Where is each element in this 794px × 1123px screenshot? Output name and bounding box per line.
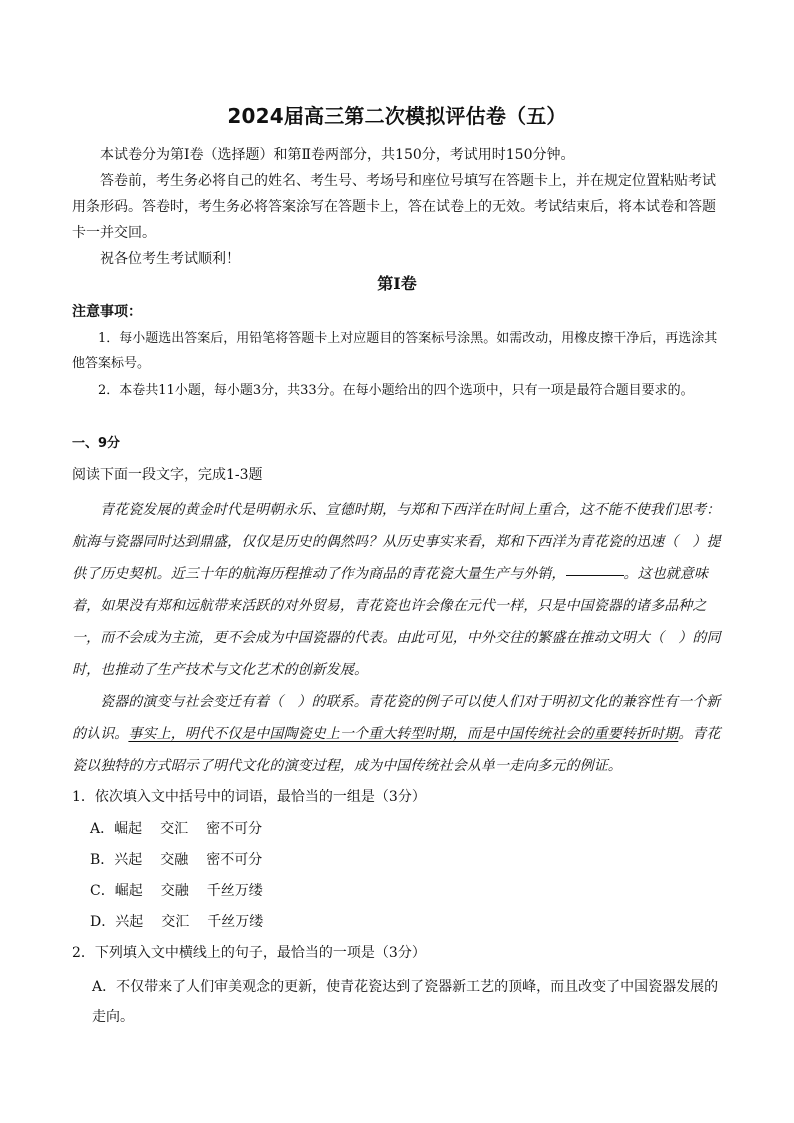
passage-paragraph-2 xyxy=(72,686,722,782)
option-word-1: B．兴起 xyxy=(90,852,143,868)
instruction-paragraph-2: 答卷前，考生务必将自己的姓名、考生号、考场号和座位号填写在答题卡上，并在规定位置粘贴考试用条形码。答卷时，考生务必将答案涂写在答题卡上，答在试卷上的无效。考试结束后，将本试卷和答题卡一并交回。 xyxy=(72,173,716,241)
page-title: 2024届高三第二次模拟评估卷（五） xyxy=(227,104,567,128)
question-1-option-d xyxy=(90,907,710,938)
passage-paragraph-2-end: 。青花瓷以独特的方式昭示了明代文化的演变过程，成为中国传统社会从单一走向多元的例证。 xyxy=(72,726,721,774)
note-2: 2．本卷共11小题，每小题3分，共33分。在每小题给出的四个选项中，只有一项是最符合题目要求的。 xyxy=(98,383,694,398)
question-1-option-b xyxy=(90,845,710,876)
option-word-3: 密不可分 xyxy=(206,821,263,837)
option-word-2: 交汇 xyxy=(161,914,190,930)
option-word-3: 千丝万缕 xyxy=(207,914,264,930)
passage-paragraph-1-start: 青花瓷发展的黄金时代是明朝永乐、宣德时期，与郑和下西洋在时间上重合，这不能不使我们思考：航海与瓷器同时达到鼎盛，仅仅是历史的偶然吗？从历史事实来看，郑和下西洋为青花瓷的迅速（ ）提供了历史契机。近三十年的航海历程推动了作为商品的青花瓷大量生产与外销， xyxy=(72,502,721,582)
passage-paragraph-2-start: 瓷器的演变与社会变迁有着（ ）的联系。青花瓷的例子可以使人们对于明初文化的兼容性有一个新的认识。 xyxy=(72,694,721,742)
question-2-option-a: A．不仅带来了人们审美观念的更新，使青花瓷达到了瓷器新工艺的顶峰，而且改变了中国瓷器发展的走向。 xyxy=(92,979,719,1025)
part-label: 一、9分 xyxy=(72,436,121,451)
option-word-2: 交融 xyxy=(160,852,189,868)
option-word-3: 密不可分 xyxy=(206,852,263,868)
question-1-options xyxy=(90,814,710,938)
question-1: 1．依次填入文中括号中的词语，最恰当的一组是（3分） xyxy=(72,789,426,805)
underlined-sentence: 事实上，明代不仅是中国陶瓷史上一个重大转型时期，而是中国传统社会的重要转折时期 xyxy=(128,726,679,742)
option-word-3: 千丝万缕 xyxy=(206,883,263,899)
reading-prompt: 阅读下面一段文字，完成1-3题 xyxy=(72,467,263,483)
option-word-1: C．崛起 xyxy=(90,883,143,899)
section-title: 第Ⅰ卷 xyxy=(377,274,417,293)
question-2: 2．下列填入文中横线上的句子，最恰当的一项是（3分） xyxy=(72,945,426,961)
passage-paragraph-1-end: 。这也就意味着，如果没有郑和远航带来活跃的对外贸易，青花瓷也许会像在元代一样，只是中国瓷器的诸多品种之一，而不会成为主流，更不会成为中国瓷器的代表。由此可见，中外交往的繁盛在推动文明大（ ）的同时，也推动了生产技术与文化艺术的创新发展。 xyxy=(72,566,721,678)
option-word-2: 交融 xyxy=(160,883,189,899)
fill-blank-line xyxy=(566,575,624,576)
question-1-option-a xyxy=(90,814,710,845)
instruction-paragraph-3: 祝各位考生考试顺利！ xyxy=(100,251,240,267)
notes-title: 注意事项： xyxy=(72,304,142,320)
passage-paragraph-1 xyxy=(72,494,722,686)
option-word-1: D．兴起 xyxy=(90,914,144,930)
instruction-paragraph-1: 本试卷分为第Ⅰ卷（选择题）和第Ⅱ卷两部分，共150分，考试用时150分钟。 xyxy=(100,147,575,163)
option-word-2: 交汇 xyxy=(160,821,189,837)
option-word-1: A．崛起 xyxy=(90,821,143,837)
note-1: 1．每小题选出答案后，用铅笔将答题卡上对应题目的答案标号涂黑。如需改动，用橡皮擦干净后，再选涂其他答案标号。 xyxy=(72,331,718,371)
question-1-option-c xyxy=(90,876,710,907)
